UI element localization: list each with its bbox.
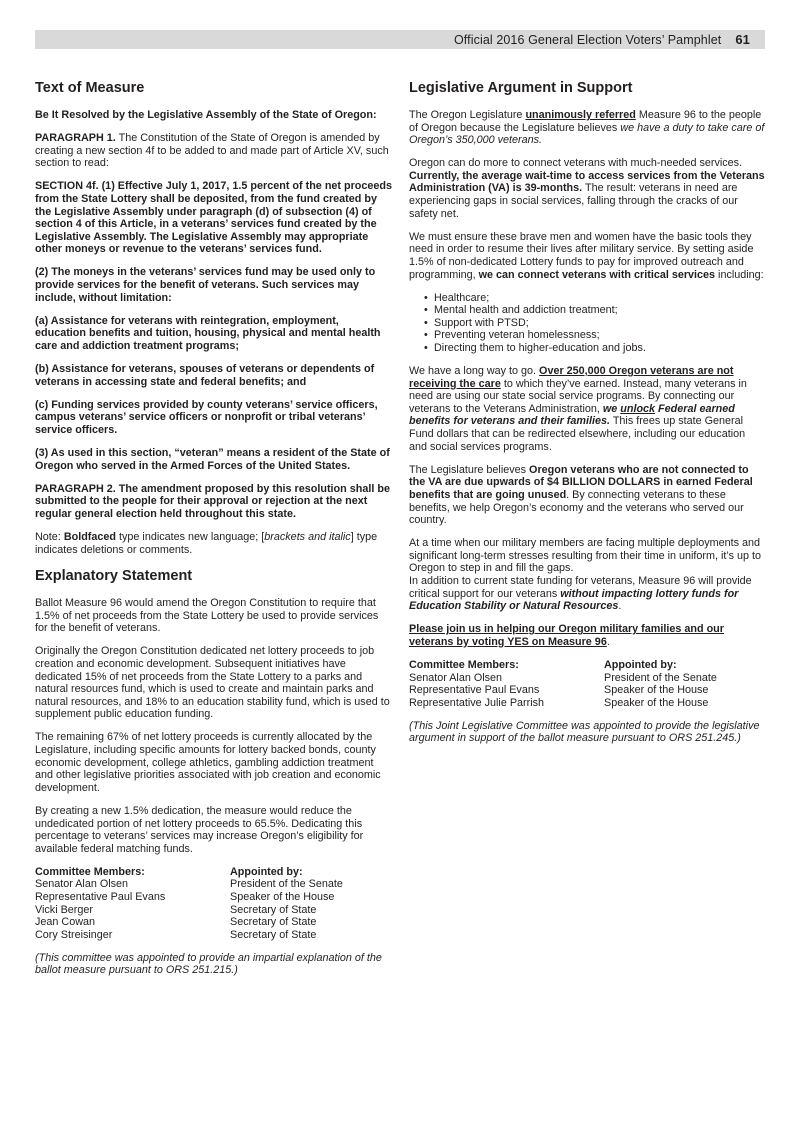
subsection-2: (2) The moneys in the veterans’ services fund may be used only to provide services for the benefit of veterans. Such services may include, without limitation: [35,266,376,304]
paragraph-1 [35,132,392,170]
appointed-by: Secretary of State [230,928,317,941]
member-name: Cory Streisinger [35,928,113,941]
member-name: Vicki Berger [35,903,94,916]
text-run: The result: veterans in need are experiencing gaps in social services, falling through the cracks of our safety net. [409,182,738,220]
explanatory-p3: The remaining 67% of net lottery proceeds is currently allocated by the Legislature, including specific amounts for lottery backed bonds, county economic development, college athletics, gambling addiction treatment and other legislative priorities associated with job creation and economic development. [35,731,381,794]
text-run: . [606,635,610,648]
text-run-italic: we have a duty to take care of Oregon’s 350,000 veterans. [409,121,765,147]
paragraph-1-text: The Constitution of the State of Oregon is amended by creating a new section 4f to be added to and made part of Article XV, such section to read: [35,132,389,170]
services-list [409,292,766,355]
explanatory-p2: Originally the Oregon Constitution dedicated net lottery proceeds to job creation and economic development. Subsequent initiatives have dedicated 15% of net proceeds from the State Lottery to a parks and natural resources fund, which is used to create and maintain parks and natural resources, and 18% to an education stability fund, which is used to supplement public education funding. [35,645,390,721]
text-run-bold-italic-underline: unlock [620,402,656,415]
note-mid: type indicates new language; [ [116,530,265,543]
left-column [35,80,392,988]
paragraph-1-label: PARAGRAPH 1. [35,132,116,145]
explanatory-committee-table [35,866,343,942]
appointed-by: President of the Senate [230,878,343,891]
note [35,531,392,556]
legislative-p7 [409,575,766,613]
table-row [35,866,343,879]
subsection-2a: (a) Assistance for veterans with reintegration, employment, education benefits and tuition, housing, physical and mental health care and addiction treatment programs; [35,314,381,352]
legislative-p2 [409,157,766,220]
explanatory-heading: Explanatory Statement [35,568,193,585]
resolved-clause: Be It Resolved by the Legislative Assembly of the State of Oregon: [35,109,377,121]
list-item: • Support with PTSD; [424,317,766,330]
table-row [35,891,343,904]
legislative-p3 [409,231,766,281]
text-run: Measure 96 to the people of Oregon because the Legislature believes [409,109,762,134]
text-run: Oregon can do more to connect veterans with much-needed services. [409,157,743,170]
list-item: • Healthcare; [424,292,766,305]
appointed-by: Speaker of the House [230,891,335,903]
legislative-p6: At a time when our military members are facing multiple deployments and significant long-term stresses resulting from their time in uniform, it’s up to Oregon to step in and fill the gaps. [409,537,762,575]
legislative-p1 [409,109,766,147]
explanatory-p4: By creating a new 1.5% dedication, the measure would reduce the undedicated portion of net lottery proceeds to 65.5%. Dedicating this percentage to veterans’ services may increase Oregon’s eligibility for available federal matching funds. [35,804,364,855]
explanatory-p1: Ballot Measure 96 would amend the Oregon Constitution to require that 1.5% of net proceeds from the State Lottery be used to provide services for the benefit of veterans. [35,597,379,635]
explanatory-footnote: (This committee was appointed to provide an impartial explanation of the ballot measure pursuant to ORS 251.215.) [35,951,382,977]
text-run: The Oregon Legislature [409,109,526,121]
text-run: In addition to current state funding for veterans, Measure 96 will provide critical support for our veterans [409,575,752,600]
member-name: Representative Paul Evans [409,684,540,697]
table-row [35,878,343,891]
member-name: Senator Alan Olsen [409,671,503,684]
text-run: . [618,600,622,613]
appointed-by-header: Appointed by: [604,658,677,671]
member-name: Jean Cowan [35,916,96,929]
text-run-bold-underline: Over 250,000 Oregon veterans are not receiving the care [409,365,734,390]
page-number: 61 [735,32,750,47]
text-run: . By connecting veterans to these benefits, we help Oregon’s economy and the veterans who served our country. [409,488,744,527]
member-name: Representative Paul Evans [35,891,166,903]
text-run: including: [715,268,764,281]
text-run-bold: Currently, the average wait-time to access services from the Veterans Administration (VA) is 39-months. [409,169,765,195]
text-run-bold-italic: Federal earned benefits for veterans and their families. [409,402,735,428]
header-text [454,32,750,47]
header-title: Official 2016 General Election Voters’ Pamphlet [453,33,722,47]
note-prefix: Note: [35,530,64,543]
legislative-p4 [409,365,766,453]
table-row [409,697,717,710]
legislative-footnote: (This Joint Legislative Committee was appointed to provide the legislative argument in support of the ballot measure pursuant to ORS 251.245.) [409,719,760,745]
subsection-2c: (c) Funding services provided by county veterans’ service officers, campus veterans’ service officers or nonprofit or tribal veterans’ service officers. [35,398,378,436]
appointed-by-header: Appointed by: [230,865,303,878]
appointed-by: President of the Senate [604,671,717,684]
text-run: We have a long way to go. [409,365,540,378]
table-row [409,672,717,685]
table-row [35,904,343,917]
text-run: We must ensure these brave men and women have the basic tools they need in order to resume their lives after military service. By setting aside 1.5% of non-dedicated Lottery funds to pay for improved outreach and programming, [409,230,754,281]
paragraph-2: PARAGRAPH 2. The amendment proposed by this resolution shall be submitted to the people for their approval or rejection at the next regular general election held throughout this state. [35,482,390,520]
text-run: This frees up state General Fund dollars that can be redirected elsewhere, including our education and social services programs. [409,415,746,453]
right-column [409,80,766,756]
subsection-2b: (b) Assistance for veterans, spouses of veterans or dependents of veterans in accessing state and federal benefits; and [35,363,375,388]
section-4f: SECTION 4f. (1) Effective July 1, 2017, 1.5 percent of the net proceeds from the State Lottery shall be deposited, from the fund created by the Legislative Assembly under paragraph (d) of subsection (4) of section 4 of this Article, in a veterans’ services fund created by the Legislative Assembly. The Legislative Assembly may appropriate other moneys or revenue to the veterans’ services fund. [35,180,393,256]
table-row [35,929,343,942]
list-item: • Directing them to higher-education and jobs. [424,342,766,355]
legislative-heading: Legislative Argument in Support [409,80,633,96]
member-name: Senator Alan Olsen [35,878,129,891]
member-name: Representative Julie Parrish [409,696,545,709]
note-italic: brackets and italic [264,530,351,543]
committee-members-header: Committee Members: [409,658,519,671]
note-end: ] type indicates deletions or comments. [35,530,378,556]
legislative-p8 [409,623,766,648]
text-run-bold-italic: we [602,402,621,415]
appointed-by: Speaker of the House [604,684,709,697]
legislative-p5 [409,464,766,527]
text-run: to which they’ve earned. Instead, many veterans in need are using our state social service programs. By connecting our veterans to the Veterans Administration, [409,377,747,415]
list-item: • Preventing veteran homelessness; [424,329,766,342]
legislative-committee-table [409,659,717,709]
text-of-measure-heading: Text of Measure [35,80,145,96]
table-row [409,684,717,697]
appointed-by: Secretary of State [230,903,317,916]
text-run-bold: we can connect veterans with critical services [478,268,716,281]
note-bold: Boldfaced [63,530,117,543]
text-run-bold-underline: unanimously referred [525,109,636,121]
text-run-bold-underline: Please join us in helping our Oregon military families and our veterans by voting YES on Measure 96 [409,623,724,648]
appointed-by: Speaker of the House [604,696,709,709]
table-row [35,916,343,929]
text-run-bold-italic: without impacting lottery funds for Education Stability or Natural Resources [409,587,739,613]
committee-members-header: Committee Members: [35,865,145,878]
list-item: • Mental health and addiction treatment; [424,304,766,317]
table-row [409,659,717,672]
subsection-3: (3) As used in this section, “veteran” means a resident of the State of Oregon who served in the Armed Forces of the United States. [35,446,390,472]
appointed-by: Secretary of State [230,916,317,929]
page-header [35,30,765,49]
text-run-bold: Oregon veterans who are not connected to the VA are due upwards of $4 BILLION DOLLARS in earned Federal benefits that are going unused [409,463,753,501]
text-run: The Legislature believes [409,463,530,476]
